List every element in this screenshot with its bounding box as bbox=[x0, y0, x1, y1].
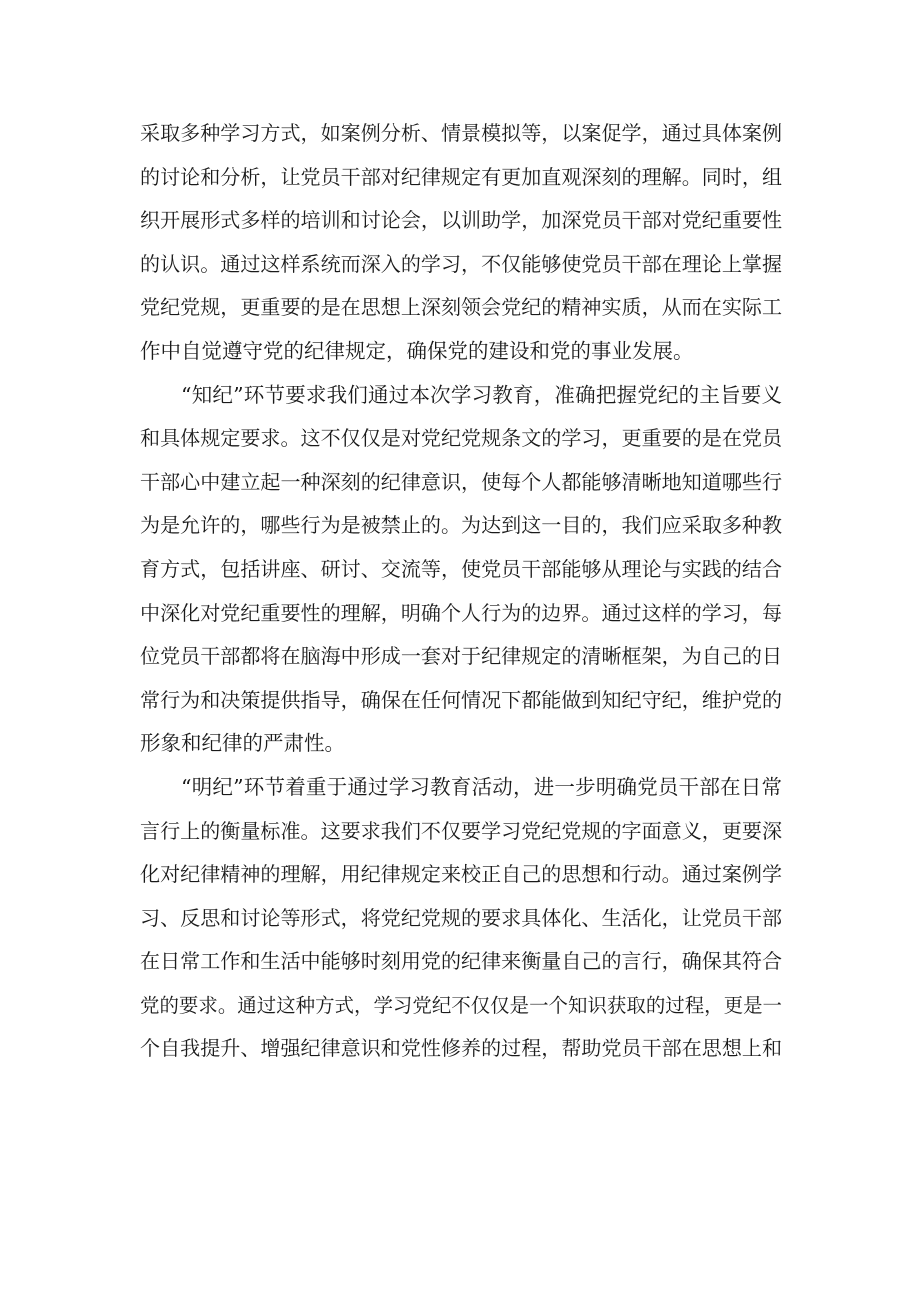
text-line: 言行上的衡量标准。这要求我们不仅要学习党纪党规的字面意义，更要深 bbox=[140, 818, 782, 843]
text-line: 在日常工作和生活中能够时刻用党的纪律来衡量自己的言行，确保其符合 bbox=[140, 949, 782, 974]
text-line: 为是允许的，哪些行为是被禁止的。为达到这一目的，我们应采取多种教 bbox=[140, 513, 782, 538]
text-line: 形象和纪律的严肃性。 bbox=[140, 731, 345, 756]
text-line: 干部心中建立起一种深刻的纪律意识，使每个人都能够清晰地知道哪些行 bbox=[140, 469, 782, 494]
text-line: 的认识。通过这样系统而深入的学习，不仅能够使党员干部在理论上掌握 bbox=[140, 251, 782, 276]
text-line: 习、反思和讨论等形式，将党纪党规的要求具体化、生活化，让党员干部 bbox=[140, 905, 782, 930]
text-line: “知纪”环节要求我们通过本次学习教育，准确把握党纪的主旨要义 bbox=[181, 382, 782, 407]
text-line: 党的要求。通过这种方式，学习党纪不仅仅是一个知识获取的过程，更是一 bbox=[140, 993, 782, 1017]
text-line: 作中自觉遵守党的纪律规定，确保党的建设和党的事业发展。 bbox=[140, 338, 694, 363]
text-line: 中深化对党纪重要性的理解，明确个人行为的边界。通过这样的学习，每 bbox=[140, 600, 782, 625]
text-line: 位党员干部都将在脑海中形成一套对于纪律规定的清晰框架，为自己的日 bbox=[140, 644, 782, 669]
paragraph-mingji bbox=[140, 766, 782, 1071]
text-line: 的讨论和分析，让党员干部对纪律规定有更加直观深刻的理解。同时，组 bbox=[140, 164, 782, 189]
text-line: 化对纪律精神的理解，用纪律规定来校正自己的思想和行动。通过案例学 bbox=[140, 862, 782, 887]
text-line: 和具体规定要求。这不仅仅是对党纪党规条文的学习，更重要的是在党员 bbox=[140, 426, 782, 451]
text-line: 党纪党规，更重要的是在思想上深刻领会党纪的精神实质，从而在实际工 bbox=[140, 295, 782, 320]
text-line: 采取多种学习方式，如案例分析、情景模拟等，以案促学，通过具体案例 bbox=[140, 121, 782, 145]
text-line: 个自我提升、增强纪律意识和党性修养的过程，帮助党员干部在思想上和 bbox=[140, 1036, 782, 1061]
document-body bbox=[140, 112, 782, 1071]
text-line: “明纪”环节着重于通过学习教育活动，进一步明确党员干部在日常 bbox=[181, 774, 782, 799]
text-line: 常行为和决策提供指导，确保在任何情况下都能做到知纪守纪，维护党的 bbox=[140, 687, 782, 712]
text-line: 织开展形式多样的培训和讨论会，以训助学，加深党员干部对党纪重要性 bbox=[140, 208, 782, 233]
text-line: 育方式，包括讲座、研讨、交流等，使党员干部能够从理论与实践的结合 bbox=[140, 556, 782, 581]
paragraph-zhiji bbox=[140, 374, 782, 766]
paragraph-learning-methods bbox=[140, 112, 782, 374]
